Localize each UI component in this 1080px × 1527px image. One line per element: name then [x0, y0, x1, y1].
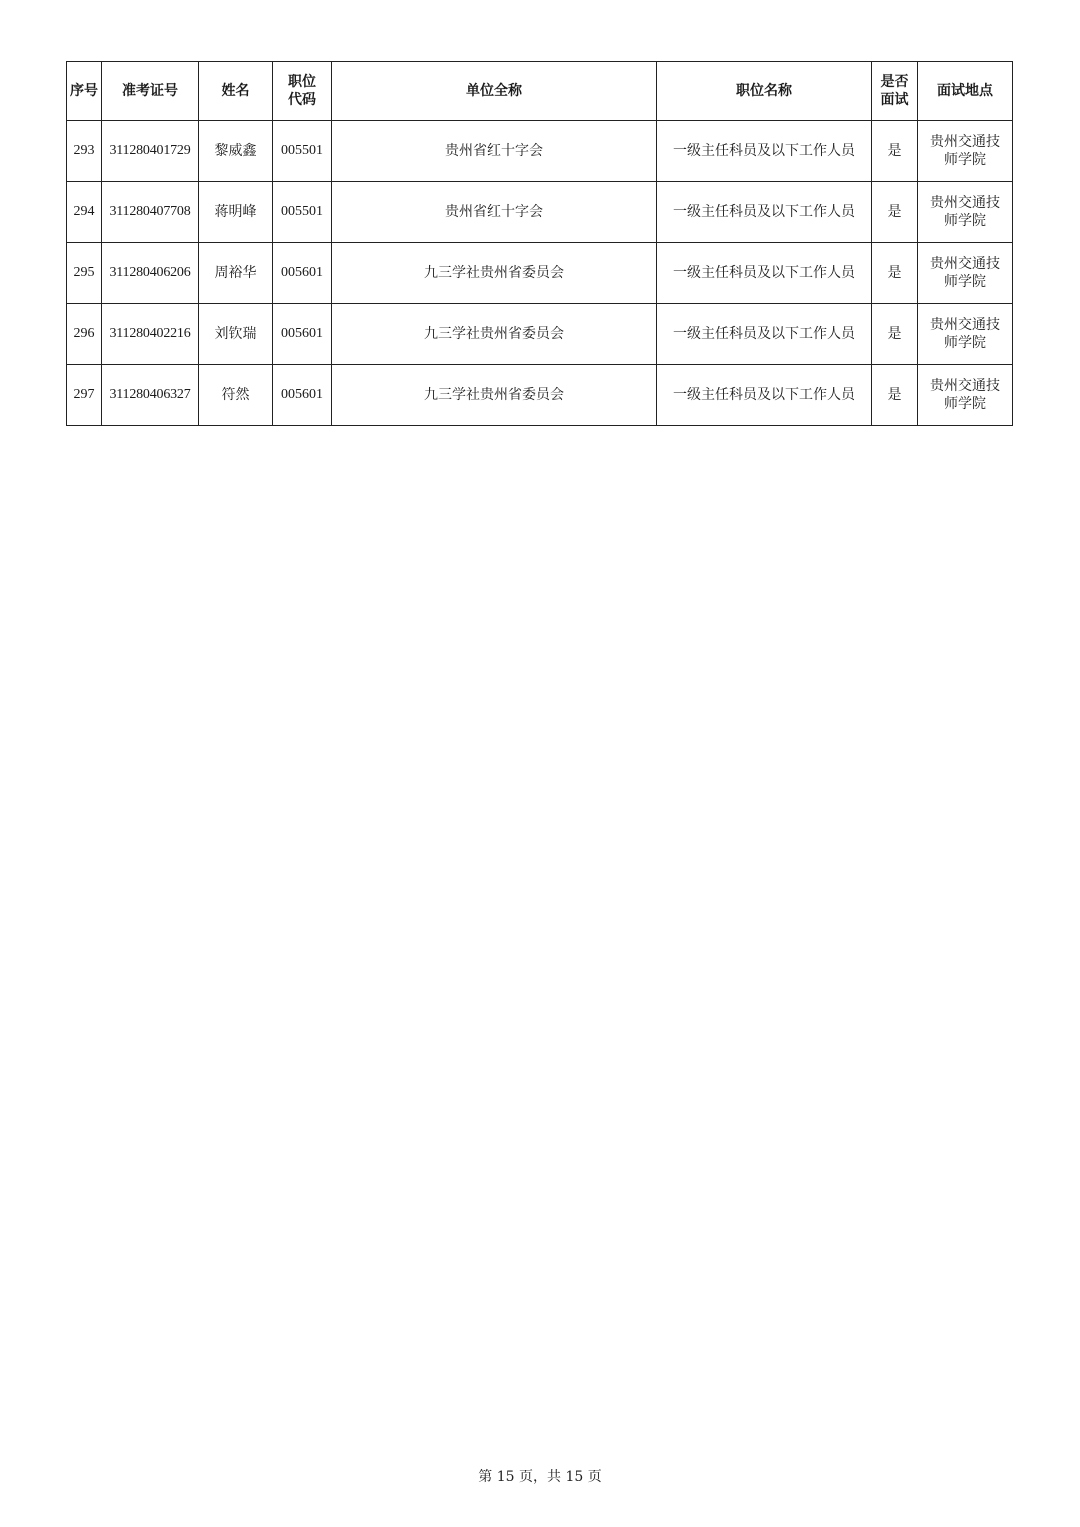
page-number-footer: 第 15 页，共 15 页 — [478, 1469, 602, 1485]
cell-position-name: 一级主任科员及以下工作人员 — [657, 365, 872, 426]
cell-interview: 是 — [872, 243, 918, 304]
cell-position-code: 005601 — [273, 365, 332, 426]
cell-name: 周裕华 — [199, 243, 273, 304]
cell-exam-id: 311280406327 — [102, 365, 199, 426]
cell-seq: 295 — [67, 243, 102, 304]
cell-location — [918, 182, 1013, 243]
cell-position-name: 一级主任科员及以下工作人员 — [657, 243, 872, 304]
cell-exam-id: 311280407708 — [102, 182, 199, 243]
table-header — [67, 62, 1013, 121]
cell-location-text: 贵州交通技师学院 — [929, 256, 1000, 290]
header-interview — [872, 62, 918, 121]
cell-unit: 九三学社贵州省委员会 — [332, 304, 657, 365]
cell-location — [918, 304, 1013, 365]
cell-location-text: 贵州交通技师学院 — [929, 195, 1000, 229]
interview-roster-table — [66, 61, 1013, 426]
table-row — [67, 243, 1013, 304]
header-position-code — [273, 62, 332, 121]
cell-seq: 294 — [67, 182, 102, 243]
cell-location — [918, 243, 1013, 304]
table-row — [67, 121, 1013, 182]
table-row — [67, 365, 1013, 426]
cell-location — [918, 121, 1013, 182]
header-position-code-text: 职位代码 — [287, 74, 316, 108]
header-location: 面试地点 — [918, 62, 1013, 121]
cell-interview: 是 — [872, 121, 918, 182]
cell-location-text: 贵州交通技师学院 — [929, 134, 1000, 168]
cell-interview: 是 — [872, 365, 918, 426]
cell-position-code: 005501 — [273, 182, 332, 243]
cell-name: 黎威鑫 — [199, 121, 273, 182]
header-name: 姓名 — [199, 62, 273, 121]
cell-interview: 是 — [872, 304, 918, 365]
cell-exam-id: 311280401729 — [102, 121, 199, 182]
cell-unit: 九三学社贵州省委员会 — [332, 365, 657, 426]
cell-position-code: 005601 — [273, 304, 332, 365]
table-row — [67, 182, 1013, 243]
header-interview-text: 是否面试 — [880, 74, 909, 108]
cell-location-text: 贵州交通技师学院 — [929, 317, 1000, 351]
table-body — [67, 121, 1013, 426]
cell-location — [918, 365, 1013, 426]
cell-name: 蒋明峰 — [199, 182, 273, 243]
cell-position-name: 一级主任科员及以下工作人员 — [657, 182, 872, 243]
header-row — [67, 62, 1013, 121]
cell-location-text: 贵州交通技师学院 — [929, 378, 1000, 412]
cell-name: 刘钦瑞 — [199, 304, 273, 365]
cell-position-name: 一级主任科员及以下工作人员 — [657, 121, 872, 182]
table-row — [67, 304, 1013, 365]
cell-seq: 296 — [67, 304, 102, 365]
cell-exam-id: 311280406206 — [102, 243, 199, 304]
cell-position-name: 一级主任科员及以下工作人员 — [657, 304, 872, 365]
header-exam-id: 准考证号 — [102, 62, 199, 121]
cell-name: 符然 — [199, 365, 273, 426]
cell-position-code: 005601 — [273, 243, 332, 304]
cell-unit: 贵州省红十字会 — [332, 121, 657, 182]
cell-seq: 293 — [67, 121, 102, 182]
cell-exam-id: 311280402216 — [102, 304, 199, 365]
cell-interview: 是 — [872, 182, 918, 243]
header-seq: 序号 — [67, 62, 102, 121]
header-unit: 单位全称 — [332, 62, 657, 121]
cell-seq: 297 — [67, 365, 102, 426]
cell-unit: 贵州省红十字会 — [332, 182, 657, 243]
header-position-name: 职位名称 — [657, 62, 872, 121]
cell-position-code: 005501 — [273, 121, 332, 182]
cell-unit: 九三学社贵州省委员会 — [332, 243, 657, 304]
